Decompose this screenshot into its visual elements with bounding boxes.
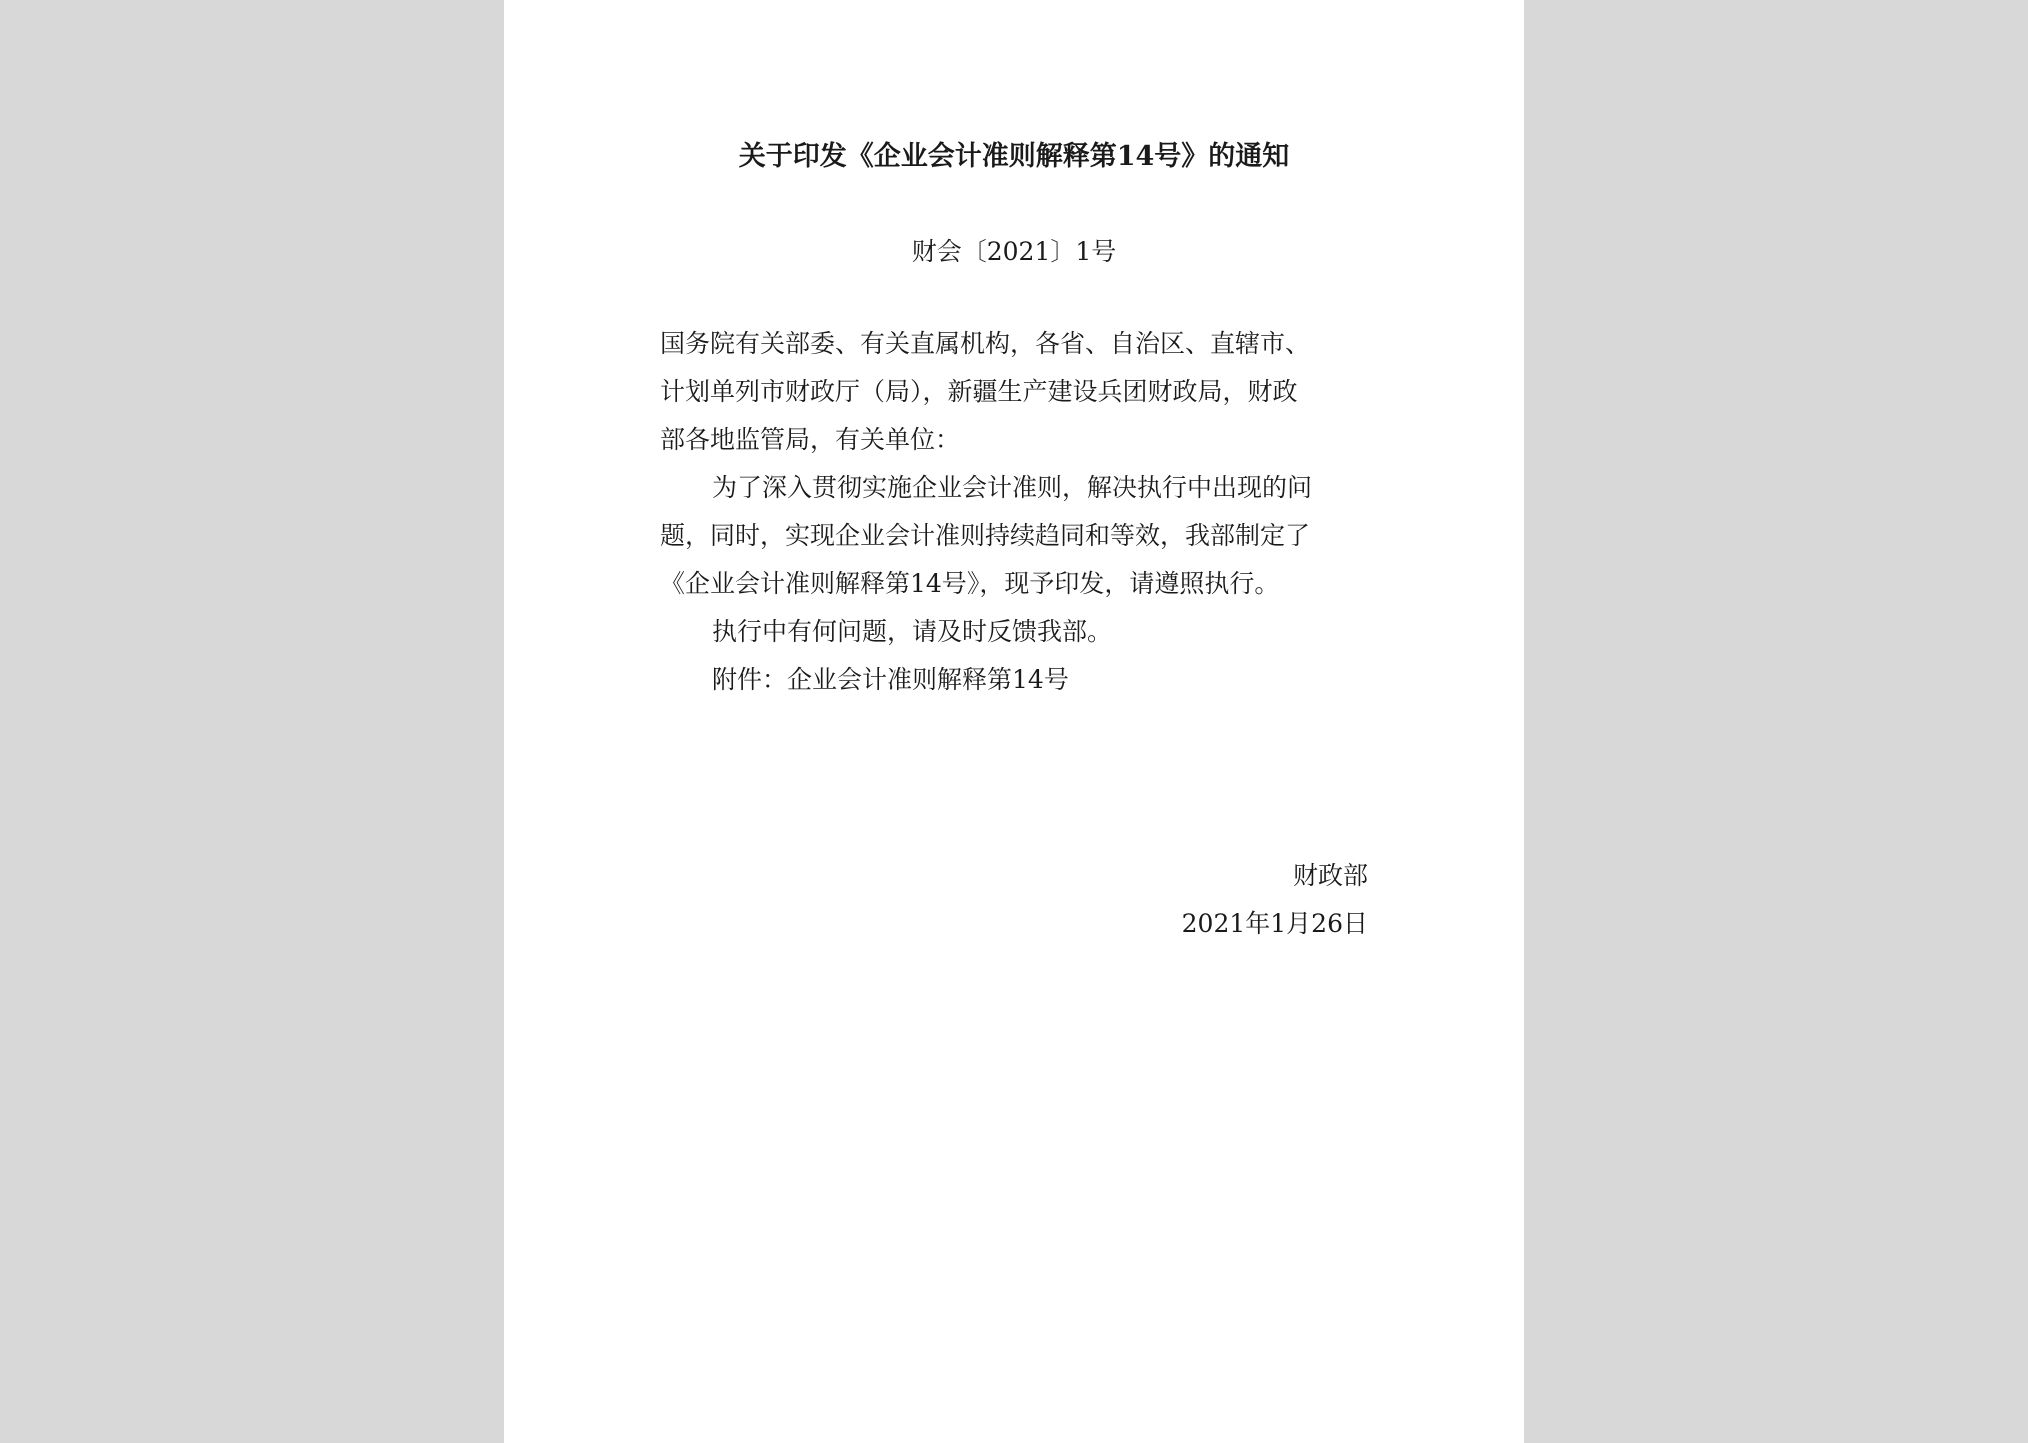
- body-line-1: 为了深入贯彻实施企业会计准则，解决执行中出现的问: [712, 473, 1313, 502]
- issue-date: 2021年1月26日: [1181, 909, 1368, 938]
- addressee-line-1: 国务院有关部委、有关直属机构，各省、自治区、直辖市、: [660, 329, 1311, 358]
- attachment-line: 附件：企业会计准则解释第14号: [712, 665, 1069, 694]
- addressee-line-2: 计划单列市财政厅（局），新疆生产建设兵团财政局，财政: [660, 377, 1298, 406]
- document-title: 关于印发《企业会计准则解释第14号》的通知: [738, 141, 1290, 172]
- addressee-line-3: 部各地监管局，有关单位：: [660, 425, 961, 454]
- document-number: 财会〔2021〕1号: [911, 237, 1117, 266]
- signer: 财政部: [1292, 861, 1368, 890]
- document-page: [504, 0, 1524, 1443]
- body-line-3: 《企业会计准则解释第14号》，现予印发，请遵照执行。: [660, 569, 1280, 598]
- body-line-2: 题，同时，实现企业会计准则持续趋同和等效，我部制定了: [660, 521, 1311, 550]
- feedback-line: 执行中有何问题，请及时反馈我部。: [712, 617, 1113, 646]
